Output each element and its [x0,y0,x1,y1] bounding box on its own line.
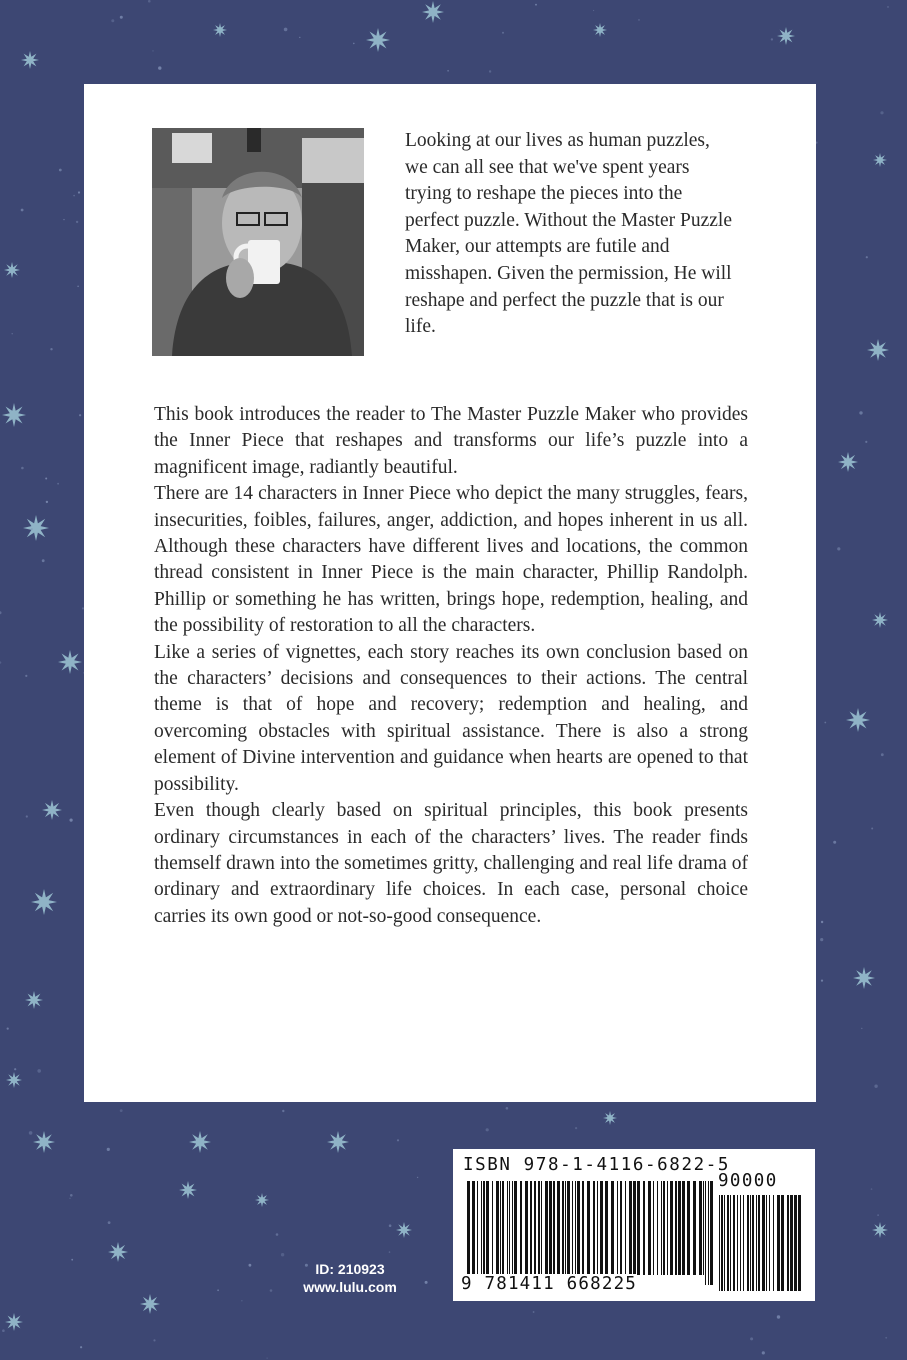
barcode-bar [675,1181,677,1275]
ean-digits: 9 781411 668225 [461,1274,638,1294]
barcode-bar [727,1195,729,1291]
star-decoration [140,1294,160,1314]
speckle-decoration [217,1289,219,1291]
barcode-bar [787,1195,789,1291]
speckle-decoration [282,1110,284,1112]
speckle-decoration [57,483,59,485]
barcode-bar [565,1181,566,1275]
speckle-decoration [486,1128,489,1131]
speckle-decoration [148,0,151,3]
barcode-bar [492,1181,493,1275]
barcode-bar [657,1181,658,1275]
star-decoration [189,1131,211,1153]
barcode-bar [512,1181,513,1275]
speckle-decoration [120,1109,123,1112]
star-decoration [873,153,887,167]
speckle-decoration [25,675,27,677]
speckle-decoration [871,1188,873,1190]
barcode-bar [766,1195,767,1291]
speckle-decoration [885,1337,887,1339]
barcode-bar [758,1195,760,1291]
barcode-bar [710,1181,713,1285]
speckle-decoration [158,66,161,69]
barcode-bar [577,1181,580,1275]
barcode-bar [777,1195,780,1291]
barcode-bar [620,1181,622,1275]
barcode-bar [553,1181,555,1275]
speckle-decoration [76,221,78,223]
speckle-decoration [108,1221,111,1224]
speckle-decoration [78,191,80,193]
barcode-box [453,1149,815,1301]
speckle-decoration [153,1339,155,1341]
star-decoration [777,27,795,45]
speckle-decoration [73,195,75,197]
barcode-bar [549,1181,552,1275]
speckle-decoration [241,1300,242,1301]
barcode-bar [705,1181,706,1285]
barcode-bar [769,1195,770,1291]
barcode-bar [750,1195,751,1291]
speckle-decoration [859,411,862,414]
barcode-bar [752,1195,754,1291]
barcode-bar [538,1181,540,1275]
speckle-decoration [502,32,504,34]
star-decoration [593,23,607,37]
publisher-info [290,1260,410,1296]
speckle-decoration [50,348,52,350]
barcode-bar [743,1195,744,1291]
barcode-bar [667,1181,668,1275]
intro-text: Looking at our lives as human puzzles, we can all see that we've spent years trying to reshape the pieces into the perfect puzzle. Without the Master Puzzle Maker, our attempts are futile and misshapen. Given the permission, He will reshape and perfect the puzzle that is our life. [405,130,732,338]
barcode-bar [617,1181,618,1275]
barcode-bar [733,1195,735,1291]
barcode-bar [790,1195,793,1291]
speckle-decoration [299,37,300,38]
speckle-decoration [837,547,840,550]
speckle-decoration [353,43,355,45]
speckle-decoration [425,1281,428,1284]
barcode-bar [693,1181,696,1275]
barcode-bar [472,1181,475,1285]
star-decoration [2,403,26,427]
barcode-bar [481,1181,482,1275]
barcode-bar [629,1181,632,1275]
author-photo [152,128,364,356]
barcode-bar [509,1181,510,1275]
description-paragraph: There are 14 characters in Inner Piece who depict the many struggles, fears, insecurities, foibles, failures, anger, addiction, and hopes inherent in us all. Although these characters have different lives and locations, the common thread consistent in Inner Piece is the main character, Phillip Randolph. Phillip or something he has written, brings hope, redemption, healing, and the possibility of restoration to all the characters. [154,483,748,637]
barcode-bar [661,1181,662,1275]
isbn-label: ISBN 978-1-4116-6822-5 [463,1155,730,1175]
speckle-decoration [107,1148,110,1151]
publisher-id: ID: 210923 [315,1261,385,1277]
barcode-bar [773,1195,774,1291]
speckle-decoration [0,661,1,663]
star-decoration [872,1222,888,1238]
speckle-decoration [877,1214,879,1216]
speckle-decoration [887,6,888,7]
star-decoration [603,1111,617,1125]
speckle-decoration [593,10,594,11]
speckle-decoration [533,1311,535,1313]
barcode-bar [670,1181,673,1275]
speckle-decoration [2,1329,5,1332]
star-decoration [4,262,20,278]
speckle-decoration [880,111,883,114]
barcode-bar [541,1181,542,1275]
speckle-decoration [70,819,73,822]
star-decoration [23,515,49,541]
speckle-decoration [771,38,773,40]
barcode-bar [663,1181,665,1275]
barcode-bar [605,1181,608,1275]
speckle-decoration [881,753,884,756]
star-decoration [846,708,870,732]
speckle-decoration [389,1251,391,1253]
speckle-decoration [389,1224,392,1227]
barcode-bar [525,1181,528,1275]
barcode-bar [721,1195,723,1291]
speckle-decoration [575,1127,577,1129]
barcode-bar [483,1181,485,1275]
speckle-decoration [69,1198,70,1199]
barcode-bar [756,1195,757,1291]
barcode-bar [557,1181,560,1275]
barcode-bar [625,1181,626,1275]
barcode-bar [740,1195,741,1291]
barcode-bar [520,1181,522,1275]
star-decoration [21,51,39,69]
speckle-decoration [777,1315,780,1318]
speckle-decoration [111,19,114,22]
barcode-bar [699,1181,702,1275]
barcode-bar [762,1195,765,1291]
speckle-decoration [37,1069,41,1073]
star-decoration [213,23,227,37]
barcode-bar [507,1181,508,1275]
barcode-bar [637,1181,640,1275]
speckle-decoration [12,333,13,334]
speckle-decoration [821,921,823,923]
speckle-decoration [824,722,826,724]
star-decoration [33,1131,55,1153]
speckle-decoration [861,1028,862,1029]
speckle-decoration [281,1253,284,1256]
barcode-bar [648,1181,651,1275]
speckle-decoration [535,4,537,6]
barcode-bar [593,1181,595,1275]
barcode-bar [747,1195,749,1291]
barcode-bar [682,1181,685,1275]
speckle-decoration [865,441,867,443]
barcode-bar [708,1181,709,1285]
speckle-decoration [397,1139,399,1141]
star-decoration [872,612,888,628]
star-decoration [255,1193,269,1207]
star-decoration [838,452,858,472]
barcode-bar [643,1181,645,1275]
barcode-bar [600,1181,603,1275]
speckle-decoration [7,1028,9,1030]
speckle-decoration [820,938,823,941]
speckle-decoration [866,256,868,258]
speckle-decoration [71,1259,73,1261]
speckle-decoration [21,467,24,470]
speckle-decoration [80,1346,82,1348]
barcode-bar [587,1181,590,1285]
barcode-bar [597,1181,598,1275]
speckle-decoration [874,1085,877,1088]
speckle-decoration [267,1358,268,1359]
barcode-bar [653,1181,654,1275]
barcode-bar [703,1181,704,1275]
star-decoration [25,991,43,1009]
speckle-decoration [77,286,79,288]
speckle-decoration [833,841,836,844]
description-paragraph: This book introduces the reader to The Master Puzzle Maker who provides the Inner Piece that reshapes and transforms our life’s puzzle into a magnificent image, radiantly beautiful. [154,404,748,478]
speckle-decoration [21,209,24,212]
star-decoration [366,28,390,52]
barcode-bar [530,1181,532,1275]
speckle-decoration [42,559,45,562]
barcode-bar [724,1195,725,1291]
barcode-bar [567,1181,570,1275]
star-decoration [327,1131,349,1153]
publisher-website: www.lulu.com [303,1279,397,1295]
barcode-bar [687,1181,690,1275]
barcode-bar [611,1181,614,1275]
speckle-decoration [821,980,823,982]
price-code: 90000 [718,1171,778,1191]
speckle-decoration [284,28,288,32]
speckle-decoration [871,828,873,830]
speckle-decoration [417,1177,418,1178]
speckle-decoration [0,611,2,614]
speckle-decoration [447,70,449,72]
barcode-bar [467,1181,470,1285]
star-decoration [5,1313,23,1331]
barcode-bar [514,1181,517,1275]
description-panel [84,84,816,1102]
speckle-decoration [63,219,64,220]
speckle-decoration [26,815,28,817]
speckle-decoration [270,1289,273,1292]
barcode-bar [486,1181,489,1275]
star-decoration [179,1181,197,1199]
barcode-bar [730,1195,731,1291]
speckle-decoration [31,528,33,530]
speckle-decoration [59,169,62,172]
speckle-decoration [79,414,81,416]
speckle-decoration [638,19,640,21]
book-description [154,402,748,930]
barcode-bar [678,1181,681,1275]
speckle-decoration [249,1264,252,1267]
star-decoration [6,1072,22,1088]
barcode-bar [477,1181,478,1285]
star-decoration [31,889,57,915]
speckle-decoration [45,478,47,480]
star-decoration [58,650,82,674]
star-decoration [853,967,875,989]
barcode-bar [502,1181,504,1275]
speckle-decoration [14,1068,16,1070]
speckle-decoration [506,1107,509,1110]
speckle-decoration [70,1194,73,1197]
barcode-bar [798,1195,801,1291]
speckle-decoration [762,1351,765,1354]
speckle-decoration [120,16,123,19]
star-decoration [108,1242,128,1262]
speckle-decoration [276,1233,279,1236]
barcode-bar [719,1195,720,1291]
barcode-bar [562,1181,564,1275]
speckle-decoration [152,50,153,51]
speckle-decoration [46,501,48,503]
barcode-bar [582,1181,584,1285]
star-decoration [396,1222,412,1238]
barcode-bar [575,1181,576,1275]
star-decoration [42,800,62,820]
description-paragraph: Even though clearly based on spiritual principles, this book presents ordinary circumstances in each of the characters’ lives. The reader finds themself drawn into the sometimes gritty, challenging and real life drama of ordinary and extraordinary life choices. In each case, personal choice carries its own good or not-so-good consequence. [154,800,748,927]
star-decoration [867,339,889,361]
description-paragraph: Like a series of vignettes, each story reaches its own conclusion based on the characters’ decisions and consequences to their actions. The central theme is that of hope and recovery; redemption and healing, and overcoming obstacles with spiritual assistance. There is also a strong element of Divine intervention and guidance when hearts are opened to that possibility. [154,641,748,795]
barcode-bar [794,1195,797,1291]
barcode-bar [545,1181,548,1275]
barcode-bar [496,1181,499,1275]
barcode-bar [781,1195,784,1291]
barcode-bar [572,1181,573,1275]
speckle-decoration [29,1131,33,1135]
barcode-bar [534,1181,536,1275]
star-decoration [422,1,444,23]
barcode-bar [633,1181,636,1275]
barcode-bar [737,1195,738,1291]
barcode-bar [500,1181,501,1275]
speckle-decoration [489,70,491,72]
speckle-decoration [750,1337,753,1340]
